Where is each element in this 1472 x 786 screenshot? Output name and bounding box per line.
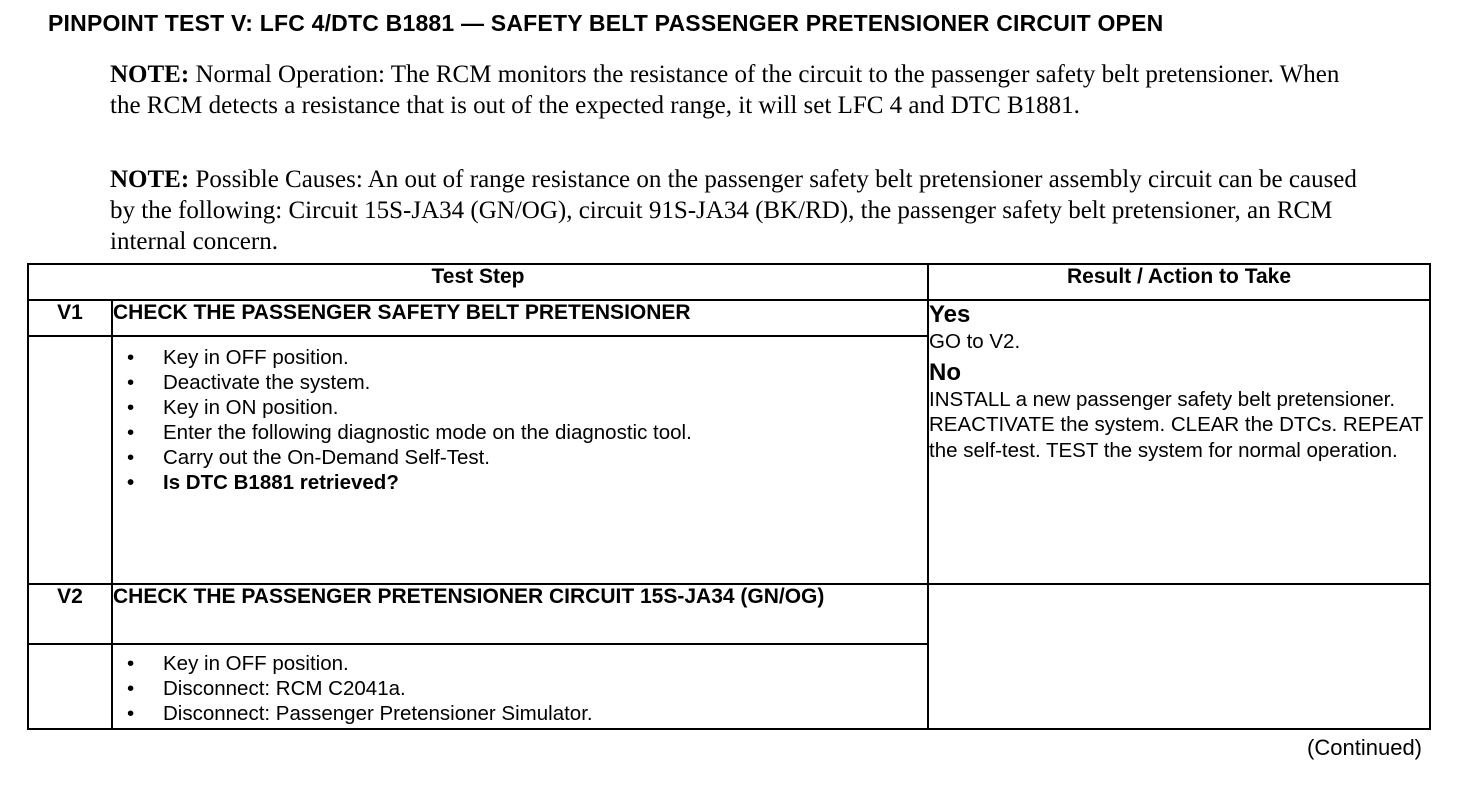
list-item: • Deactivate the system.: [123, 370, 927, 395]
note-label: NOTE:: [110, 166, 190, 193]
list-item: • Key in OFF position.: [123, 345, 927, 370]
step-id-spacer: [28, 644, 112, 729]
result-no-label: No: [929, 358, 961, 386]
step-bullet-list: [113, 645, 927, 726]
list-item-question: • Is DTC B1881 retrieved?: [123, 470, 927, 495]
list-item: • Enter the following diagnostic mode on the diagnostic tool.: [123, 420, 927, 445]
result-no-action: INSTALL a new passenger safety belt pretensioner. REACTIVATE the system. CLEAR the DTCs. REPEAT the self-test. TEST the system for normal operation.: [929, 387, 1424, 462]
note-possible-causes: [110, 164, 1360, 257]
note-normal-operation: [110, 59, 1360, 121]
result-yes-label: Yes: [929, 301, 971, 328]
step-v1-instructions: [112, 336, 928, 584]
step-v2-title-row: [28, 584, 1430, 644]
list-item: • Disconnect: RCM C2041a.: [123, 676, 927, 701]
step-v2-instructions: [112, 644, 928, 729]
pinpoint-test-table: [27, 263, 1431, 730]
step-title: CHECK THE PASSENGER SAFETY BELT PRETENSIONER: [112, 300, 928, 336]
list-item: • Disconnect: Passenger Pretensioner Simulator.: [123, 701, 927, 726]
header-result-action: Result / Action to Take: [928, 264, 1430, 300]
step-v1-title-row: [28, 300, 1430, 336]
step-title: CHECK THE PASSENGER PRETENSIONER CIRCUIT 15S-JA34 (GN/OG): [112, 584, 928, 644]
header-test-step: Test Step: [28, 264, 928, 300]
list-item: • Key in OFF position.: [123, 651, 927, 676]
result-yes-action: GO to V2.: [929, 330, 1021, 353]
step-v2-results: [928, 584, 1430, 729]
step-bullet-list: [113, 337, 927, 495]
note-text: Possible Causes: An out of range resistance on the passenger safety belt pretensioner assembly circuit can be caused by the following: Circuit 15S-JA34 (GN/OG), circuit 91S-JA34 (BK/RD), the passenger safety belt pretensioner, an RCM internal concern.: [110, 166, 1357, 255]
list-item: • Carry out the On-Demand Self-Test.: [123, 445, 927, 470]
note-label: NOTE:: [110, 61, 190, 88]
step-id-spacer: [28, 336, 112, 584]
continued-label: (Continued): [1307, 735, 1422, 760]
note-text: Normal Operation: The RCM monitors the resistance of the circuit to the passenger safety belt pretensioner. When the RCM detects a resistance that is out of the expected range, it will set LFC 4 and DTC B1881.: [110, 61, 1340, 119]
step-v1-results: [928, 300, 1430, 584]
step-id: V2: [28, 584, 112, 644]
list-item: • Key in ON position.: [123, 395, 927, 420]
step-id: V1: [28, 300, 112, 336]
page-title: PINPOINT TEST V: LFC 4/DTC B1881 — SAFETY BELT PASSENGER PRETENSIONER CIRCUIT OPEN: [48, 10, 1164, 36]
